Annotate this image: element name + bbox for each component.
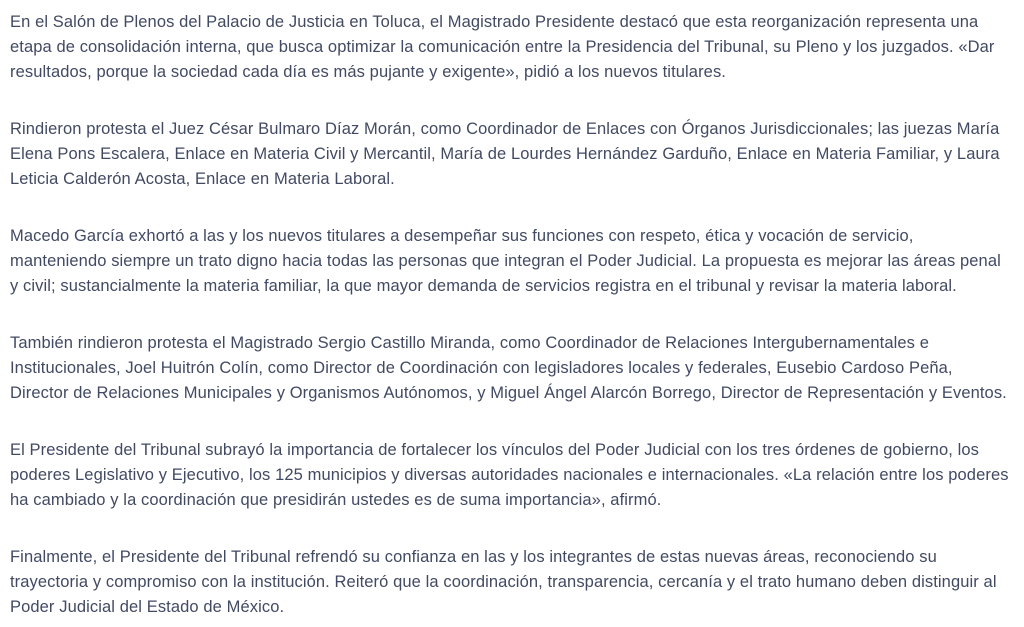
article-paragraph: También rindieron protesta el Magistrado Sergio Castillo Miranda, como Coordinador de Relaciones Intergubernamentales e Institucionales, Joel Huitrón Colín, como Director de Coordinación con legisladores locales y federales, Eusebio Cardoso Peña, Director de Relaciones Municipales y Organismos Autónomos, y Miguel Ángel Alarcón Borrego, Director de Representación y Eventos. (10, 334, 1007, 402)
article-paragraph: El Presidente del Tribunal subrayó la importancia de fortalecer los vínculos del Poder Judicial con los tres órdenes de gobierno, los poderes Legislativo y Ejecutivo, los 125 municipios y diversas autoridades nacionales e internacionales. «La relación entre los poderes ha cambiado y la coordinación que presidirán ustedes es de suma importancia», afirmó. (10, 441, 1009, 509)
article-paragraph: En el Salón de Plenos del Palacio de Justicia en Toluca, el Magistrado Presidente destacó que esta reorganización representa una etapa de consolidación interna, que busca optimizar la comunicación entre la Presidencia del Tribunal, su Pleno y los juzgados. «Dar resultados, porque la sociedad cada día es más pujante y exigente», pidió a los nuevos titulares. (10, 13, 995, 81)
article-paragraph: Macedo García exhortó a las y los nuevos titulares a desempeñar sus funciones con respeto, ética y vocación de servicio, manteniendo siempre un trato digno hacia todas las personas que integran el Poder Judicial. La propuesta es mejorar las áreas penal y civil; sustancialmente la materia familiar, la que mayor demanda de servicios registra en el tribunal y revisar la materia laboral. (10, 227, 1001, 295)
article-paragraph: Finalmente, el Presidente del Tribunal refrendó su confianza en las y los integrantes de estas nuevas áreas, reconociendo su trayectoria y compromiso con la institución. Reiteró que la coordinación, transparencia, cercanía y el trato humano deben distinguir al Poder Judicial del Estado de México. (10, 548, 997, 616)
article-paragraph: Rindieron protesta el Juez César Bulmaro Díaz Morán, como Coordinador de Enlaces con Órganos Jurisdiccionales; las juezas María Elena Pons Escalera, Enlace en Materia Civil y Mercantil, María de Lourdes Hernández Garduño, Enlace en Materia Familiar, y Laura Leticia Calderón Acosta, Enlace en Materia Laboral. (10, 120, 1000, 188)
